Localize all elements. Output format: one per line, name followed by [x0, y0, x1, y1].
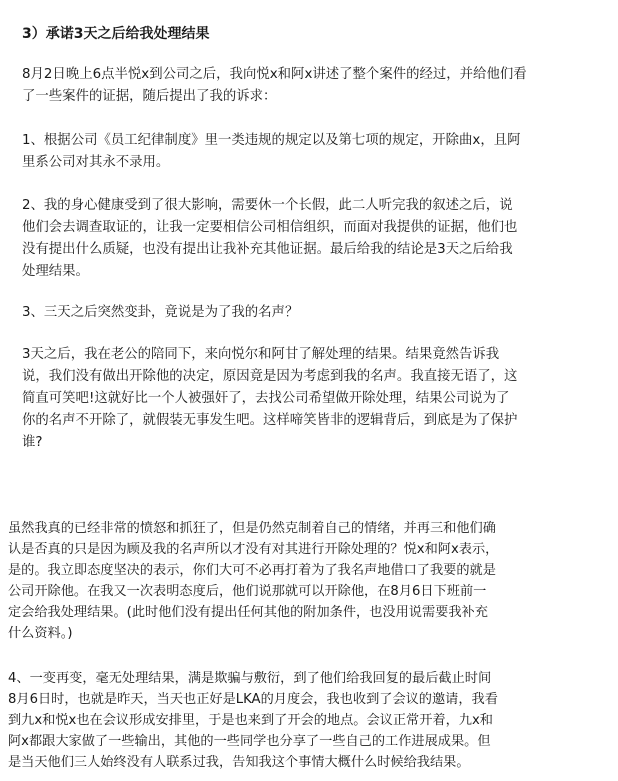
text-line: 1、根据公司《员工纪律制度》里一类违规的规定以及第七项的规定，开除曲x，且阿 — [22, 133, 521, 148]
paragraph-point-4 — [8, 668, 608, 773]
text-line: 3、三天之后突然变卦，竟说是为了我的名声？ — [22, 305, 299, 320]
text-line: 8月2日晚上6点半悦x到公司之后，我向悦x和阿x讲述了整个案件的经过，并给他们看 — [22, 67, 527, 82]
text-line: 定会给我处理结果。(此时他们没有提出任何其他的附加条件，也没用说需要我补充 — [8, 605, 488, 620]
paragraph-anger — [8, 518, 608, 644]
paragraph-point-3 — [22, 302, 602, 324]
section-heading: 3）承诺3天之后给我处理结果 — [22, 26, 210, 42]
text-line: 是的。我立即态度坚决的表示，你们大可不必再打着为了我名声地借口了我要的就是 — [8, 563, 496, 578]
text-line: 说，我们没有做出开除他的决定，原因竟是因为考虑到我的名声。我直接无语了，这 — [22, 369, 518, 384]
paragraph-three-days-later — [22, 344, 602, 454]
text-line: 什么资料。) — [8, 626, 73, 641]
text-line: 你的名声不开除了，就假装无事发生吧。这样啼笑皆非的逻辑背后，到底是为了保护 — [22, 413, 518, 428]
text-line: 谁? — [22, 435, 43, 450]
text-line: 8月6日时，也就是昨天，当天也正好是LKA的月度会，我也收到了会议的邀请，我看 — [8, 692, 498, 707]
text-line: 3天之后，我在老公的陪同下，来向悦尔和阿甘了解处理的结果。结果竟然告诉我 — [22, 347, 500, 362]
text-line: 了一些案件的证据，随后提出了我的诉求： — [22, 89, 277, 104]
text-line: 虽然我真的已经非常的愤怒和抓狂了，但是仍然克制着自己的情绪，并再三和他们确 — [8, 521, 496, 536]
text-line: 处理结果。 — [22, 264, 89, 279]
text-line: 简直可笑吧!这就好比一个人被强奸了，去找公司希望做开除处理，结果公司说为了 — [22, 391, 510, 406]
text-line: 没有提出什么质疑，也没有提出让我补充其他证据。最后给我的结论是3天之后给我 — [22, 242, 513, 257]
text-line: 阿x都跟大家做了一些输出，其他的一些同学也分享了一些自己的工作进展成果。但 — [8, 734, 491, 749]
text-line: 公司开除他。在我又一次表明态度后，他们说那就可以开除他，在8月6日下班前一 — [8, 584, 487, 599]
text-line: 到九x和悦x也在会议形成安排里，于是也来到了开会的地点。会议正常开着，九x和 — [8, 713, 493, 728]
text-line: 里系公司对其永不录用。 — [22, 155, 170, 170]
text-line: 他们会去调查取证的，让我一定要相信公司相信组织，而面对我提供的证据，他们也 — [22, 220, 518, 235]
text-line: 认是否真的只是因为顾及我的名声所以才没有对其进行开除处理的？悦x和阿x表示， — [8, 542, 499, 557]
text-line: 是当天他们三人始终没有人联系过我，告知我这个事情大概什么时候给我结果。 — [8, 755, 470, 770]
paragraph-demand-1 — [22, 130, 602, 174]
text-line: 4、一变再变，毫无处理结果，满是欺骗与敷衍，到了他们给我回复的最后截止时间 — [8, 671, 492, 686]
paragraph-demand-2 — [22, 195, 602, 283]
paragraph-statement — [22, 64, 602, 108]
text-line: 2、我的身心健康受到了很大影响，需要休一个长假，此二人听完我的叙述之后，说 — [22, 198, 513, 213]
